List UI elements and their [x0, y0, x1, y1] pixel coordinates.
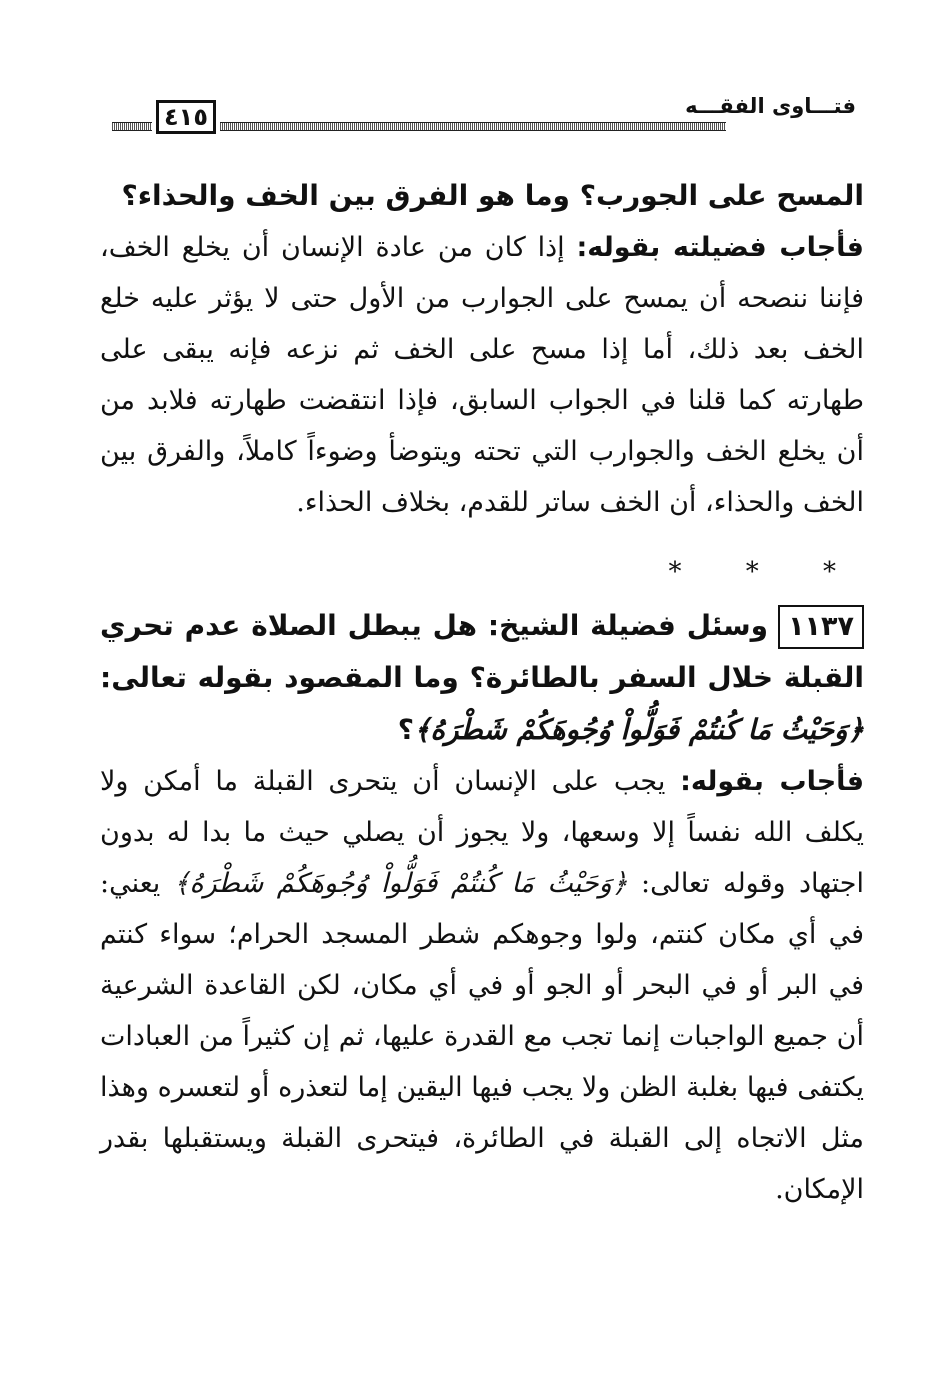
question-text-2: هل يبطل الصلاة عدم تحري القبلة خلال السفر بالطائرة؟ وما المقصود بقوله تعالى:: [100, 609, 864, 694]
section-separator: * * *: [668, 557, 864, 587]
answer-lead-1: فأجاب فضيلته بقوله:: [576, 232, 864, 263]
answer-verse: ﴿وَحَيْثُ مَا كُنتُمْ فَوَلُّواْ وُجُوهَكُمْ شَطْرَهُ﴾: [173, 868, 641, 899]
answer-paragraph-1: [100, 222, 864, 528]
question-verse: ﴿وَحَيْثُ مَا كُنتُمْ فَوَلُّواْ وُجُوهَكُمْ شَطْرَهُ﴾: [413, 713, 864, 746]
header-rule: [220, 122, 726, 131]
answer-paragraph-2: [100, 756, 864, 1215]
page-number: ٤١٥: [156, 100, 216, 134]
question-paragraph-2: [100, 600, 864, 756]
question-continuation: [100, 170, 864, 222]
fatwa-number-box: ١١٣٧: [778, 605, 864, 649]
question-tail-text: المسح على الجورب؟ وما هو الفرق بين الخف والحذاء؟: [121, 179, 864, 212]
header-rule-left: [112, 122, 152, 131]
answer-text-2a: يجب على الإنسان أن يتحرى القبلة ما أمكن ولا يكلف الله نفساً إلا وسعها، ولا يجوز أن يصلي حيث ما بدا له بدون اجتهاد وقوله تعالى:: [100, 766, 865, 899]
running-header: [112, 92, 856, 136]
question-end: ؟: [397, 713, 414, 746]
answer-text-1: إذا كان من عادة الإنسان أن يخلع الخف، فإننا ننصحه أن يمسح على الجوارب من الأول حتى لا يؤثر عليه خلع الخف بعد ذلك، أما إذا مسح على الخف ثم نزعه فإنه يبقى على طهارته كما قلنا في الجواب السابق، فإذا انتقضت طهارته فلابد من أن يخلع الخف والجوارب التي تحته ويتوضأ وضوءاً كاملاً، والفرق بين الخف والحذاء، أن الخف ساتر للقدم، بخلاف الحذاء.: [100, 232, 864, 518]
page-body: [100, 170, 864, 1215]
answer-text-2b: يعني: في أي مكان كنتم، ولوا وجوهكم شطر المسجد الحرام؛ سواء كنتم في البر أو في البحر أو الجو أو في أي مكان، لكن القاعدة الشرعية أن جميع الواجبات إنما تجب مع القدرة عليها، ثم إن كثيراً من العبادات يكتفى فيها بغلبة الظن ولا يجب فيها اليقين إما لتعذره أو لتعسره وهذا مثل الاتجاه إلى القبلة في الطائرة، فيتحرى القبلة ويستقبلها بقدر الإمكان.: [100, 868, 864, 1205]
answer-lead-2: فأجاب بقوله:: [680, 766, 864, 797]
book-title: فتـــاوى الفقـــه: [685, 94, 856, 118]
question-lead-2: وسئل فضيلة الشيخ:: [487, 609, 769, 642]
